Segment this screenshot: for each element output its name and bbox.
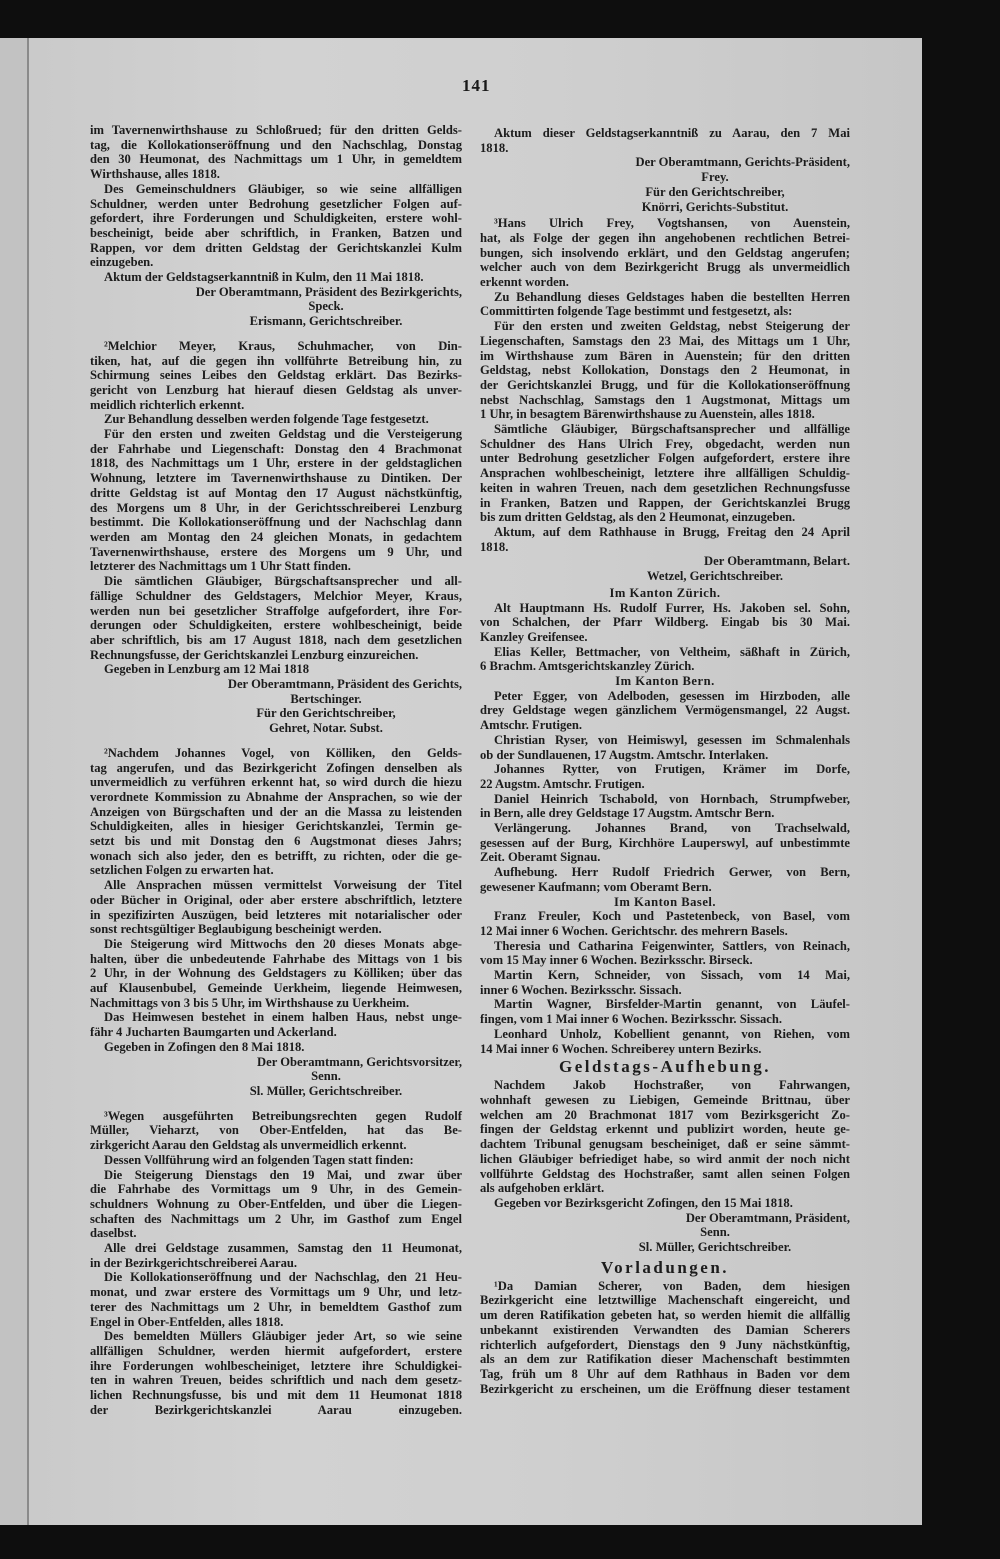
- text-line: Der Oberamtmann, Gerichts-Präsident,: [635, 155, 850, 170]
- text-line: ²Nachdem Johannes Vogel, von Kölliken, den Gelds-: [104, 745, 462, 760]
- text-line: Martin Kern, Schneider, von Sissach, vom 14 Mai,: [494, 968, 850, 983]
- paragraph-block: [480, 319, 850, 422]
- text-line: Alle Ansprachen müssen vermittelst Vorweisung der Titel: [104, 878, 462, 893]
- text-line: von Schalchen, der Pfarr Wildberg. Eingab bis 30 Mai.: [480, 615, 850, 630]
- paragraph-block: [480, 216, 850, 290]
- text-line: des Morgens um 8 Uhr, in der Gerichtsschreiberei Lenzburg: [90, 500, 462, 515]
- text-line: Das Heimwesen bestehet in einem halben Haus, nebst unge-: [104, 1010, 462, 1025]
- text-line: um deren Ratifikation gebeten hat, so werden hiemit die allfällig: [480, 1308, 850, 1323]
- text-line: Engel in Ober-Entfelden, alles 1818.: [90, 1314, 284, 1329]
- text-line: gericht von Lenzburg hat hierauf diesen Geldstag als unver-: [90, 382, 462, 397]
- text-line: Im Kanton Zürich.: [609, 585, 721, 600]
- text-line: verordnete Kommission zu Abnahme der Ansprachen, so wie der: [90, 789, 462, 804]
- text-line: Anzeigen von Bürgschaften und der an die Massa zu leistenden: [90, 804, 462, 819]
- text-line: Der Oberamtmann, Präsident des Bezirkgerichts,: [195, 284, 462, 299]
- text-line: Des Gemeinschuldners Gläubiger, so wie seine allfälligen: [104, 181, 462, 196]
- text-line: Der Oberamtmann, Präsident des Gerichts,: [227, 677, 462, 692]
- text-line: tag angerufen, und das Bezirkgericht Zofingen denselben als: [90, 760, 462, 775]
- text-line: schuldners Wohnung zu Ober-Entfelden, und über die Liegen-: [90, 1196, 462, 1211]
- text-line: ³Wegen ausgeführten Betreibungsrechten gegen Rudolf: [104, 1108, 462, 1123]
- text-line: Gegeben in Zofingen den 8 Mai 1818.: [104, 1039, 305, 1054]
- text-line: Peter Egger, von Adelboden, gesessen im Hirzboden, alle: [494, 688, 850, 703]
- text-line: Für den ersten und zweiten Geldstag, nebst Steigerung der: [494, 319, 850, 334]
- text-line: hat, als Folge der gegen ihn angehobenen rechtlichen Betrei-: [480, 230, 850, 245]
- section-separator: [90, 738, 462, 746]
- text-line: Wetzel, Gerichtschreiber.: [646, 569, 784, 584]
- text-line: Elias Keller, Bettmacher, von Veltheim, säßhaft in Zürich,: [494, 644, 850, 659]
- text-line: 12 Mai inner 6 Wochen. Gerichtschr. des mehrern Basels.: [480, 923, 788, 938]
- text-line: monat, und zwar erstere des Vormittags um 9 Uhr, und letz-: [90, 1285, 462, 1300]
- text-line: Wirthshause, alles 1818.: [90, 167, 220, 182]
- text-line: unbekannt existirenden Verwandten des Damian Scherers: [480, 1322, 850, 1337]
- text-line: setzt bis und mit Donstag den 6 Augstmonat dieses Jahrs;: [90, 834, 462, 849]
- text-line: zirkgericht Aarau den Geldstag als unvermeidlich erkennt.: [90, 1138, 407, 1153]
- text-line: Christian Ryser, von Heimiswyl, gesessen im Schmalenhals: [494, 732, 850, 747]
- paragraph-block: [90, 1109, 462, 1153]
- paragraph-block: [480, 689, 850, 733]
- paragraph-block: [90, 1010, 462, 1039]
- paragraph-block: [480, 525, 850, 554]
- text-line: Wohnung, letztere im Tavernenwirthshause zu Dintiken. Der: [90, 471, 462, 486]
- paragraph-block: [480, 1196, 850, 1211]
- text-line: fingen, vom 1 Mai inner 6 Wochen. Bezirksschr. Sissach.: [480, 1012, 783, 1027]
- text-line: Für den ersten und zweiten Geldstag und die Versteigerung: [104, 427, 462, 442]
- paragraph-block: [480, 939, 850, 968]
- text-line: halten, über die unbedeutende Fahrhabe des Mittags von 1 bis: [90, 951, 462, 966]
- text-line: Verlängerung. Johannes Brand, von Trachselwald,: [494, 821, 850, 836]
- text-line: erkennt worden.: [480, 275, 569, 290]
- paragraph-block: [480, 997, 850, 1026]
- paragraph-block: [90, 412, 462, 427]
- text-line: 6 Brachm. Amtsgerichtskanzley Zürich.: [480, 659, 695, 674]
- text-line: aber schriftlich, bis am 17 August 1818, nach dem gesetzlichen: [90, 632, 462, 647]
- text-line: werden am Montag den 24 gleichen Monats, in gedachtem: [90, 529, 462, 544]
- text-line: fähr 4 Jucharten Baumgarten und Ackerland.: [90, 1025, 337, 1040]
- text-line: einzugeben.: [90, 255, 154, 270]
- text-line: Sämtliche Gläubiger, Bürgschaftsansprecher und allfällige: [494, 422, 850, 437]
- text-line: Bezirkgericht eine letztwillige Machenschaft eingereicht, und: [480, 1293, 850, 1308]
- paragraph-block: [90, 123, 462, 182]
- text-line: Aktum dieser Geldstagserkanntniß zu Aarau, den 7 Mai: [494, 126, 850, 140]
- text-line: werden nun bei gesetzlicher Straffolge aufgefordert, ihre For-: [90, 603, 462, 618]
- paragraph-block: [90, 662, 462, 677]
- text-line: Der Oberamtmann, Präsident,: [685, 1210, 850, 1225]
- text-line: Des bemeldten Müllers Gläubiger jeder Art, so wie seine: [104, 1329, 462, 1344]
- heading: [480, 674, 850, 689]
- section-separator: [90, 331, 462, 339]
- text-line: Senn.: [700, 1225, 730, 1240]
- text-line: Der Oberamtmann, Belart.: [704, 554, 850, 569]
- paragraph-block: [90, 1040, 462, 1055]
- text-line: drey Geldstage wegen gänzlichem Vermögensmangel, 22 Augst.: [480, 703, 850, 718]
- text-line: 22 Augstm. Amtschr. Frutigen.: [480, 776, 645, 791]
- paragraph-block: [480, 821, 850, 865]
- paragraph-block: [90, 1168, 462, 1242]
- text-line: gefordert, ihre Forderungen und Schuldigkeiten, erstere wohl-: [90, 211, 462, 226]
- text-line: meidlich richterlich erkennt.: [90, 397, 245, 412]
- text-line: der Gerichtskanzlei Brugg, und für die Kollokationseröffnung: [480, 377, 850, 392]
- heading: [480, 895, 850, 910]
- text-line: Im Kanton Bern.: [615, 674, 715, 689]
- text-line: 2 Uhr, in der Wohnung des Geldstagers zu Kölliken; über das: [90, 966, 462, 981]
- paragraph-block: [480, 909, 850, 938]
- signature: [90, 1055, 462, 1099]
- signature: [480, 1211, 850, 1255]
- text-line: Franz Freuler, Koch und Pastetenbeck, von Basel, vom: [494, 909, 850, 924]
- text-line: Die Steigerung wird Mittwochs den 20 dieses Monats abge-: [104, 936, 462, 951]
- text-line: Geldstag, nebst Kollokation, Donstags den 2 Heumonat, in: [480, 363, 850, 378]
- text-line: daselbst.: [90, 1226, 137, 1241]
- text-line: welchen am 20 Brachmonat 1817 vom Bezirksgericht Zo-: [480, 1107, 850, 1122]
- text-line: sonst rechtsgültiger Beglaubigung bescheinigt werden.: [90, 922, 382, 937]
- text-line: Tavernenwirthshause, erstere des Morgens um 9 Uhr, und: [90, 544, 462, 559]
- text-line: wohnhaft gewesen zu Liebigen, Gemeinde Brittnau, über: [480, 1093, 850, 1107]
- heading: [480, 586, 850, 601]
- text-line: der Bezirkgerichtskanzlei Aarau einzugeben.: [90, 1402, 462, 1417]
- text-line: Vorladungen.: [600, 1257, 730, 1277]
- text-line: 1818.: [480, 539, 509, 554]
- text-line: Rechnungsfusse, der Gerichtskanzlei Lenzburg einzureichen.: [90, 647, 419, 662]
- text-line: bescheinigt, beide aber schriftlich, in Franken, Batzen und: [90, 225, 462, 240]
- text-line: inner 6 Wochen. Bezirksschr. Sissach.: [480, 982, 682, 997]
- text-line: ³Hans Ulrich Frey, Vogtshansen, von Auenstein,: [494, 216, 850, 231]
- text-line: fällige Schuldner des Geldstagers, Melchior Meyer, Kraus,: [90, 588, 462, 603]
- text-line: letzterer des Nachmittags um 1 Uhr Statt finden.: [90, 559, 351, 574]
- text-line: der Fahrhabe und Liegenschaft: Donstag den 4 Brachmonat: [90, 441, 462, 456]
- text-line: Geldstags-Aufhebung.: [558, 1057, 771, 1077]
- text-line: nebst Nachschlag, Samstags den 1 Augstmonat, Mittags um: [480, 392, 850, 407]
- text-line: als aufgehoben erklärt.: [480, 1181, 605, 1196]
- text-line: Die sämtlichen Gläubiger, Bürgschaftsansprecher und all-: [104, 574, 462, 589]
- text-line: Amtschr. Frutigen.: [480, 718, 583, 733]
- text-line: gewesener Kaufmann; vom Oberamt Bern.: [480, 879, 712, 894]
- text-line: ¹Da Damian Scherer, von Baden, dem hiesigen: [494, 1278, 850, 1293]
- paragraph-block: [90, 427, 462, 574]
- text-line: richterlich aufgefordert, Dienstags den 9 Juny nächstkünftig,: [480, 1337, 850, 1352]
- text-line: Aktum, auf dem Rathhause in Brugg, Freitag den 24 April: [494, 524, 850, 539]
- text-line: Erismann, Gerichtschreiber.: [249, 314, 403, 329]
- text-line: Schirmung seines Leibes den Geldstag erklärt. Das Bezirks-: [90, 368, 462, 383]
- text-line: Sl. Müller, Gerichtschreiber.: [249, 1084, 403, 1098]
- paragraph-block: [480, 645, 850, 674]
- text-line: im Wirthshause zum Bären in Auenstein; für den dritten: [480, 348, 850, 363]
- previous-page-edge: [0, 38, 29, 1525]
- text-line: Schuldner des Hans Ulrich Frey, obgedacht, werden nun: [480, 436, 850, 451]
- right-column: [480, 126, 850, 1396]
- text-line: Schuldigkeiten, alles in hiesiger Gerichtskanzlei, Termin ge-: [90, 819, 462, 834]
- text-line: Nachdem Jakob Hochstraßer, von Fahrwangen,: [494, 1078, 850, 1093]
- text-line: Dessen Vollführung wird an folgenden Tagen statt finden:: [104, 1152, 414, 1167]
- signature: [90, 285, 462, 329]
- text-line: Nachmittags von 3 bis 5 Uhr, im Wirthshause zu Uerkheim.: [90, 995, 410, 1010]
- text-line: wonach sich also jeder, den es betrifft, zu richten, oder die ge-: [90, 848, 462, 863]
- paragraph-block: [480, 290, 850, 319]
- text-line: Gegeben vor Bezirksgericht Zofingen, den 15 Mai 1818.: [494, 1195, 793, 1210]
- section-heading: [480, 1257, 850, 1279]
- text-line: Daniel Heinrich Tschabold, von Hornbach, Strumpfweber,: [494, 791, 850, 806]
- text-line: gesessen auf der Burg, Kirchhöre Lauperswyl, auf unbestimmte: [480, 835, 850, 850]
- paragraph-block: [480, 1027, 850, 1056]
- paragraph-block: [480, 422, 850, 525]
- text-line: Kanzley Greifensee.: [480, 629, 588, 644]
- text-line: die Fahrhabe des Vormittags um 9 Uhr, in des Gemein-: [90, 1182, 462, 1197]
- text-line: Aufhebung. Herr Rudolf Friedrich Gerwer, von Bern,: [494, 865, 850, 880]
- paragraph-block: [480, 733, 850, 762]
- text-line: Tag, früh um 8 Uhr auf dem Rathhaus in Baden vor dem: [480, 1366, 850, 1381]
- text-line: als an dem zur Ratifikation dieser Machenschaft bestimmten: [480, 1352, 850, 1367]
- text-line: vollführte Geldstag des Hochstraßer, samt allen seinen Folgen: [480, 1166, 850, 1181]
- text-line: derungen oder Schuldigkeiten, erstere wohlbescheinigt, beide: [90, 618, 462, 633]
- text-line: Aktum der Geldstagserkanntniß in Kulm, den 11 Mai 1818.: [104, 270, 424, 285]
- text-line: Speck.: [308, 299, 344, 314]
- paragraph-block: [90, 574, 462, 662]
- text-line: Committirten folgende Tage bestimmt und festgesetzt, als:: [480, 304, 793, 319]
- text-line: Ansprachen wohlbescheinigt, letztere ihre allfälligen Schuldig-: [480, 466, 850, 481]
- text-line: im Tavernenwirthshause zu Schloßrued; für den dritten Gelds-: [90, 123, 462, 137]
- paragraph-block: [90, 1329, 462, 1417]
- text-line: Alle drei Geldstage zusammen, Samstag den 11 Heumonat,: [104, 1241, 462, 1256]
- text-line: Zu Behandlung dieses Geldstages haben die bestellten Herren: [494, 289, 850, 304]
- text-line: lichen Gläubiger befriediget habe, so wird anmit der noch nicht: [480, 1151, 850, 1166]
- text-line: keiten in wahren Treuen, nach dem gesetzlichen Rechnungsfusse: [480, 480, 850, 495]
- text-line: oder Bücher in Original, oder aber erstere abschriftlich, letztere: [90, 892, 462, 907]
- text-line: dachtem Tribunal genugsam bescheiniget, daß er seine sämmt-: [480, 1137, 850, 1152]
- text-line: Die Kollokationseröffnung und der Nachschlag, den 21 Heu-: [104, 1270, 462, 1285]
- left-column: [90, 123, 462, 1417]
- paragraph-block: [90, 878, 462, 937]
- text-line: ihre Forderungen wohlbescheiniget, letztere ihre Schuldigkei-: [90, 1358, 462, 1373]
- paragraph-block: [90, 1241, 462, 1270]
- paragraph-block: [90, 1153, 462, 1168]
- text-line: 14 Mai inner 6 Wochen. Schreiberey untern Bezirks.: [480, 1041, 762, 1056]
- text-line: Martin Wagner, Birsfelder-Martin genannt, von Läufel-: [494, 997, 850, 1012]
- signature: [480, 155, 850, 214]
- text-line: Gehret, Notar. Subst.: [269, 721, 383, 736]
- text-line: setzlichen Folgen zu erwarten hat.: [90, 863, 274, 878]
- paragraph-block: [90, 182, 462, 270]
- paragraph-block: [480, 1078, 850, 1196]
- text-line: Senn.: [311, 1069, 341, 1084]
- section-separator: [90, 1101, 462, 1109]
- signature: [480, 554, 850, 583]
- paragraph-block: [480, 126, 850, 155]
- text-line: Für den Gerichtschreiber,: [256, 706, 396, 721]
- text-line: Im Kanton Basel.: [613, 894, 717, 909]
- text-line: Zeit. Oberamt Signau.: [480, 850, 601, 865]
- paragraph-block: [90, 746, 462, 878]
- section-heading: [480, 1056, 850, 1078]
- paragraph-block: [480, 792, 850, 821]
- text-line: Bezirkgericht zu erscheinen, um die Eröffnung dieser testament: [480, 1381, 850, 1396]
- text-line: fingen der Geldstag erkennt und publizirt worden, heute ge-: [480, 1122, 850, 1137]
- text-line: Johannes Rytter, von Frutigen, Krämer im Dorfe,: [494, 762, 850, 777]
- text-line: Gegeben in Lenzburg am 12 Mai 1818: [104, 662, 309, 677]
- paragraph-block: [480, 601, 850, 645]
- text-line: Theresia und Catharina Feigenwinter, Sattlers, von Reinach,: [494, 938, 850, 953]
- text-line: auf Klausenbubel, Gemeinde Uerkheim, liegende Heimwesen,: [90, 981, 462, 996]
- text-line: dritte Geldstag ist auf Montag den 17 August nächstkünftig,: [90, 485, 462, 500]
- paragraph-block: [480, 1279, 850, 1397]
- text-line: ob der Sundlauenen, 17 Augstm. Amtschr. Interlaken.: [480, 747, 769, 762]
- text-line: Liegenschaften, Samstags den 23 Mai, des Mittags um 1 Uhr,: [480, 333, 850, 348]
- text-line: Zur Behandlung desselben werden folgende Tage festgesetzt.: [104, 412, 429, 427]
- text-line: ten in wahren Treuen, beides schriftlich und nach dem gesetz-: [90, 1373, 462, 1388]
- text-line: unvermeidlich zu verführen erkennt hat, so wird durch die hiezu: [90, 775, 462, 790]
- text-line: Rappen, vor dem dritten Geldstag der Gerichtskanzlei Kulm: [90, 240, 462, 255]
- text-line: Leonhard Unholz, Kobellient genannt, von Riehen, vom: [494, 1026, 850, 1041]
- text-line: Für den Gerichtschreiber,: [645, 184, 785, 199]
- text-line: allfälligen Schuldner, werden hiermit aufgefordert, erstere: [90, 1343, 462, 1358]
- text-line: 1 Uhr, in besagtem Bärenwirthshause zu Auenstein, alles 1818.: [480, 407, 815, 422]
- paragraph-block: [480, 968, 850, 997]
- text-line: Bertschinger.: [290, 691, 362, 706]
- text-line: bungen, sich insolvendo erklärt, und den Geldstag angerufen;: [480, 245, 850, 260]
- paragraph-block: [90, 937, 462, 1011]
- text-line: 1818.: [480, 140, 509, 155]
- paragraph-block: [90, 270, 462, 285]
- text-line: in spezifizirten Auszügen, beid letzteres mit notarialischer oder: [90, 907, 462, 922]
- text-line: in Franken, Batzen und Rappen, der Gerichtskanzlei Brugg: [480, 495, 850, 510]
- text-line: ²Melchior Meyer, Kraus, Schuhmacher, von Din-: [104, 338, 462, 353]
- paragraph-block: [480, 865, 850, 894]
- text-line: unter Bedrohung gesetzlicher Folgen aufgefordert, erstere ihre: [480, 451, 850, 466]
- text-line: Knörri, Gerichts-Substitut.: [641, 199, 789, 214]
- text-line: tag, die Kollokationseröffnung und den Nachschlag, Donstag: [90, 137, 462, 152]
- text-line: terer des Nachmittags um 2 Uhr, in bemeldtem Gasthof zum: [90, 1299, 462, 1314]
- text-line: 1818, des Nachmittags um 1 Uhr, erstere in der geldstaglichen: [90, 456, 462, 471]
- text-line: in der Bezirkgerichtschreiberei Aarau.: [90, 1255, 298, 1270]
- text-line: Müller, Vieharzt, von Ober-Entfelden, hat das Be-: [90, 1123, 462, 1138]
- text-line: Der Oberamtmann, Gerichtsvorsitzer,: [257, 1054, 462, 1069]
- text-line: den 30 Heumonat, des Nachmittags um 1 Uhr, in gemeldtem: [90, 152, 462, 167]
- text-line: vom 15 May inner 6 Wochen. Bezirksschr. Birseck.: [480, 953, 753, 968]
- text-line: Schuldner, werden unter Bedrohung gesetzlicher Folgen auf-: [90, 196, 462, 211]
- text-line: schaften des Nachmittags um 2 Uhr, im Gasthof zum Engel: [90, 1211, 462, 1226]
- text-line: Sl. Müller, Gerichtschreiber.: [638, 1240, 792, 1255]
- text-line: lichen Rechnungsfusse, bis und mit dem 11 Heumonat 1818: [90, 1388, 462, 1403]
- text-line: Frey.: [701, 170, 729, 185]
- text-line: Alt Hauptmann Hs. Rudolf Furrer, Hs. Jakoben sel. Sohn,: [494, 600, 850, 615]
- paragraph-block: [90, 339, 462, 413]
- text-line: welcher auch von dem Bezirkgericht Brugg als unvermeidlich: [480, 260, 850, 275]
- signature: [90, 677, 462, 736]
- text-line: Die Steigerung Dienstags den 19 Mai, und zwar über: [104, 1167, 462, 1182]
- text-line: bestimmt. Die Kollokationseröffnung und der Nachschlag dann: [90, 515, 462, 530]
- text-line: bis zum dritten Geldstag, als den 2 Heumonat, einzugeben.: [480, 510, 796, 525]
- page-number: 141: [462, 76, 491, 95]
- paragraph-block: [90, 1270, 462, 1329]
- paragraph-block: [480, 762, 850, 791]
- text-line: in Bern, alle drey Geldstage 17 Augstm. Amtschr Bern.: [480, 806, 775, 821]
- text-line: tiken, hat, auf die gegen ihn vollführte Betreibung hin, zu: [90, 353, 462, 368]
